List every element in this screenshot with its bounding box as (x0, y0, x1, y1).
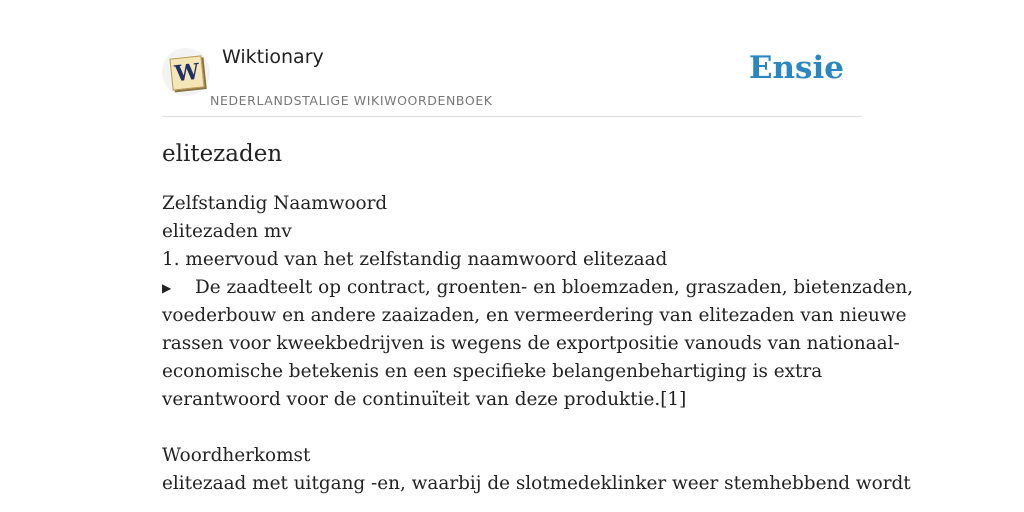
spacer (162, 414, 862, 442)
brand-logo-link[interactable]: Ensie (748, 50, 844, 86)
entry-title: elitezaden (162, 141, 283, 167)
section-heading-noun: Zelfstandig Naamwoord (162, 193, 388, 214)
site-name[interactable]: Wiktionary (222, 46, 324, 68)
example-line-5: verantwoord voor de continuïteit van deze produktie.[1] (162, 389, 687, 410)
wiktionary-logo[interactable] (162, 48, 210, 96)
logo-tile-icon: W (169, 55, 204, 90)
example-line-1: De zaadteelt op contract, groenten- en bloemzaden, graszaden, bietenzaden, (195, 277, 914, 298)
site-tagline: NEDERLANDSTALIGE WIKIWOORDENBOEK (210, 93, 493, 108)
entry-content (162, 138, 914, 498)
example-line-2: voederbouw en andere zaaizaden, en vermeerdering van elitezaden van nieuwe (162, 305, 907, 326)
example-line-3: rassen voor kweekbedrijven is wegens de exportpositie vanouds van nationaal- (162, 333, 900, 354)
triangle-right-icon: ▶ (162, 281, 172, 295)
definition: 1. meervoud van het zelfstandig naamwoord elitezaad (162, 249, 668, 270)
site-header (162, 40, 862, 117)
etymology-text: elitezaad met uitgang -en, waarbij de slotmedeklinker weer stemhebbend wordt (162, 473, 911, 494)
example-line-4: economische betekenis en een specifieke belangenbehartiging is extra (162, 361, 823, 382)
example-quote (162, 274, 914, 414)
section-heading-etymology: Woordherkomst (162, 445, 311, 466)
word-form: elitezaden mv (162, 221, 292, 242)
